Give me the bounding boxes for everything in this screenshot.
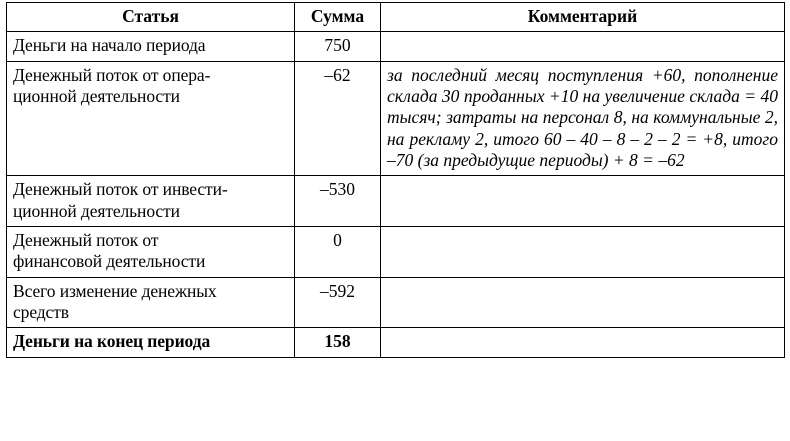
row-item-label-line2: средств	[13, 302, 69, 323]
cash-flow-table	[6, 2, 785, 358]
row-item-label-line1: Денежный поток от	[13, 230, 159, 251]
row-comment	[381, 328, 785, 357]
row-sum-value: –592	[295, 277, 381, 328]
row-comment	[381, 176, 785, 227]
table-body	[7, 32, 785, 357]
row-item-label-line2: ционной деятельности	[13, 86, 180, 107]
table-row	[7, 61, 785, 176]
table-header-row	[7, 3, 785, 32]
table-row	[7, 176, 785, 227]
row-comment	[381, 32, 785, 61]
row-sum-value: 158	[295, 328, 381, 357]
row-item-label-line1: Всего изменение денежных	[13, 280, 217, 301]
row-sum-value: –530	[295, 176, 381, 227]
row-item-label	[7, 61, 295, 176]
row-item-label-line1: Денежный поток от инвести-	[13, 179, 228, 200]
table-header	[7, 3, 785, 32]
table-row	[7, 227, 785, 278]
row-comment	[381, 227, 785, 278]
row-comment: за последний месяц поступления +60, пополнение склада 30 проданных +10 на увеличение склада = 40 тысяч; затраты на персонал 8, на коммунальные 2, на рекламу 2, итого 60 – 40 – 8 – 2 – 2 = +8, итого –70 (за предыдущие периоды) + 8 = –62	[381, 61, 785, 176]
table-row-total	[7, 328, 785, 357]
row-item-label: Деньги на конец периода	[7, 328, 295, 357]
column-header-item: Статья	[7, 3, 295, 32]
row-sum-value: –62	[295, 61, 381, 176]
row-item-label-line2: ционной деятельности	[13, 200, 180, 221]
row-item-label	[7, 277, 295, 328]
row-item-label-line1: Денежный поток от опера-	[13, 64, 211, 85]
row-sum-value: 750	[295, 32, 381, 61]
row-item-label-line2: финансовой деятельности	[13, 251, 206, 272]
row-item-label	[7, 176, 295, 227]
row-sum-value: 0	[295, 227, 381, 278]
row-item-label	[7, 227, 295, 278]
column-header-comment: Комментарий	[381, 3, 785, 32]
column-header-sum: Сумма	[295, 3, 381, 32]
row-comment	[381, 277, 785, 328]
table-row	[7, 277, 785, 328]
table-row	[7, 32, 785, 61]
row-item-label: Деньги на начало периода	[7, 32, 295, 61]
